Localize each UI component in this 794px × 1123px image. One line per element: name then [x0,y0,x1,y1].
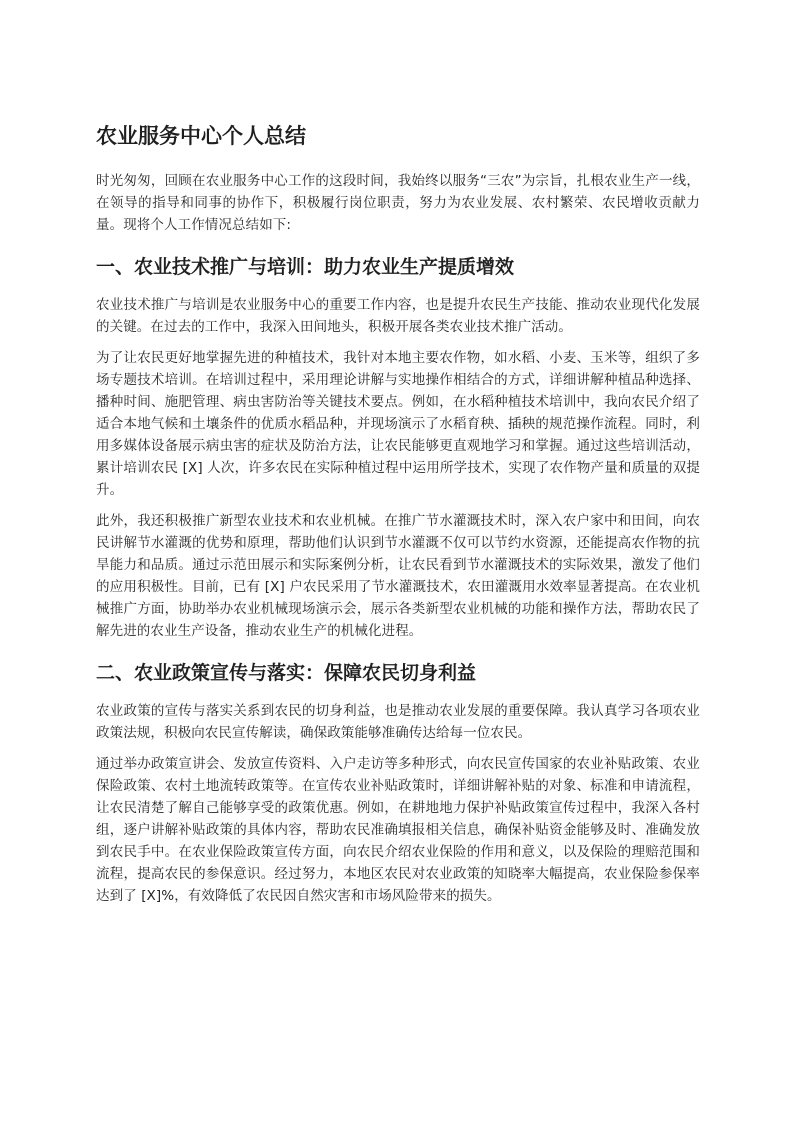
document-page [96,120,700,916]
intro-paragraph: 时光匆匆，回顾在农业服务中心工作的这段时间，我始终以服务“三农”为宗旨，扎根农业生产一线，在领导的指导和同事的协作下，积极履行岗位职责，努力为农业发展、农村繁荣、农民增收贡献力量。现将个人工作情况总结如下: [96,173,700,233]
paragraph: 农业政策的宣传与落实关系到农民的切身利益，也是推动农业发展的重要保障。我认真学习各项农业政策法规，积极向农民宣传解读，确保政策能够准确传达给每一位农民。 [96,703,700,741]
section-heading: 二、农业政策宣传与落实：保障农民切身利益 [96,662,477,684]
paragraph: 通过举办政策宣讲会、发放宣传资料、入户走访等多种形式，向农民宣传国家的农业补贴政策、农业保险政策、农村土地流转政策等。在宣传农业补贴政策时，详细讲解补贴的对象、标准和申请流程，让农民清楚了解自己能够享受的政策优惠。例如，在耕地地力保护补贴政策宣传过程中，我深入各村组，逐户讲解补贴政策的具体内容，帮助农民准确填报相关信息，确保补贴资金能够及时、准确发放到农民手中。在农业保险政策宣传方面，向农民介绍农业保险的作用和意义，以及保险的理赔范围和流程，提高农民的参保意识。经过努力，本地区农民对农业政策的知晓率大幅提高，农业保险参保率达到了 [X]%，有效降低了农民因自然灾害和市场风险带来的损失。 [96,756,700,904]
paragraph: 此外，我还积极推广新型农业技术和农业机械。在推广节水灌溉技术时，深入农户家中和田间，向农民讲解节水灌溉的优势和原理，帮助他们认识到节水灌溉不仅可以节约水资源，还能提高农作物的抗旱能力和品质。通过示范田展示和实际案例分析，让农民看到节水灌溉技术的实际效果，激发了他们的应用积极性。目前，已有 [X] 户农民采用了节水灌溉技术，农田灌溉用水效率显著提高。在农业机械推广方面，协助举办农业机械现场演示会，展示各类新型农业机械的功能和操作方法，帮助农民了解先进的农业生产设备，推动农业生产的机械化进程。 [96,513,700,639]
paragraph: 农业技术推广与培训是农业服务中心的重要工作内容，也是提升农民生产技能、推动农业现代化发展的关键。在过去的工作中，我深入田间地头，积极开展各类农业技术推广活动。 [96,297,700,335]
section-heading: 一、农业技术推广与培训：助力农业生产提质增效 [96,256,515,278]
paragraph: 为了让农民更好地掌握先进的种植技术，我针对本地主要农作物，如水稻、小麦、玉米等，组织了多场专题技术培训。在培训过程中，采用理论讲解与实地操作相结合的方式，详细讲解种植品种选择、播种时间、施肥管理、病虫害防治等关键技术要点。例如，在水稻种植技术培训中，我向农民介绍了适合本地气候和土壤条件的优质水稻品种，并现场演示了水稻育秧、插秧的规范操作流程。同时，利用多媒体设备展示病虫害的症状及防治方法，让农民能够更直观地学习和掌握。通过这些培训活动，累计培训农民 [X] 人次，许多农民在实际种植过程中运用所学技术，实现了农作物产量和质量的双提升。 [96,350,700,498]
document-title: 农业服务中心个人总结 [96,124,306,148]
section-policy-promotion [96,658,700,907]
section-tech-promotion [96,252,700,642]
